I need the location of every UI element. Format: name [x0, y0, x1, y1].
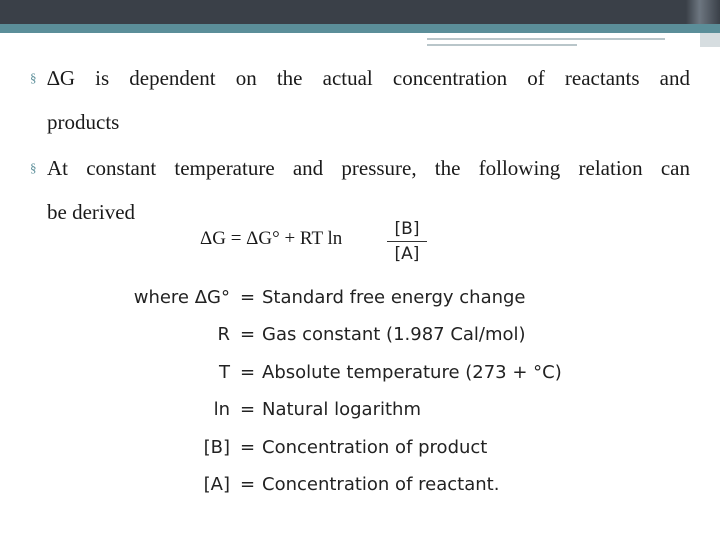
definition-row — [0, 286, 720, 310]
bullet-marker-icon: § — [30, 70, 37, 85]
decorative-line — [427, 38, 665, 40]
definition-symbol: T — [219, 362, 230, 383]
definition-equals: = — [240, 437, 256, 458]
definition-description: Gas constant (1.987 Cal/mol) — [262, 324, 526, 345]
definition-row — [0, 361, 720, 385]
definition-description: Standard free energy change — [262, 287, 526, 308]
header-bar-end — [686, 0, 720, 24]
definition-description: Absolute temperature (273 + °C) — [262, 362, 562, 383]
definition-equals: = — [240, 399, 256, 420]
definition-equals: = — [240, 324, 256, 345]
definition-symbol: ln — [213, 399, 230, 420]
definition-equals: = — [240, 287, 256, 308]
bullet-item-delta-g — [30, 56, 690, 144]
definition-description: Natural logarithm — [262, 399, 421, 420]
header-bar — [0, 0, 720, 24]
fraction-denominator: [A] — [394, 244, 420, 264]
bullet-text: At constant temperature and pressure, the following relation can — [47, 156, 690, 180]
definition-description: Concentration of reactant. — [262, 474, 500, 495]
bullet-item-relation — [30, 146, 690, 234]
definition-symbol: [B] — [203, 437, 230, 458]
definition-equals: = — [240, 474, 256, 495]
definition-row — [0, 473, 720, 497]
definition-row — [0, 436, 720, 460]
definition-description: Concentration of product — [262, 437, 488, 458]
definition-symbol: [A] — [203, 474, 230, 495]
decorative-line — [427, 44, 577, 46]
header-accent-bar — [0, 24, 720, 33]
bullet-text-continuation: be derived — [47, 200, 136, 224]
definition-symbol: R — [217, 324, 230, 345]
definition-row — [0, 398, 720, 422]
decorative-block — [700, 33, 720, 47]
equation-fraction — [387, 219, 427, 264]
bullet-marker-icon: § — [30, 160, 37, 175]
definition-symbol: where ΔG° — [133, 287, 230, 308]
definition-row — [0, 323, 720, 347]
equation-lhs: ΔG = ΔG° + RT ln — [200, 228, 343, 249]
fraction-bar — [387, 241, 427, 242]
definition-equals: = — [240, 362, 256, 383]
bullet-text-continuation: products — [47, 110, 120, 134]
bullet-text: ∆G is dependent on the actual concentration of reactants and — [47, 66, 690, 90]
fraction-numerator: [B] — [394, 219, 420, 239]
